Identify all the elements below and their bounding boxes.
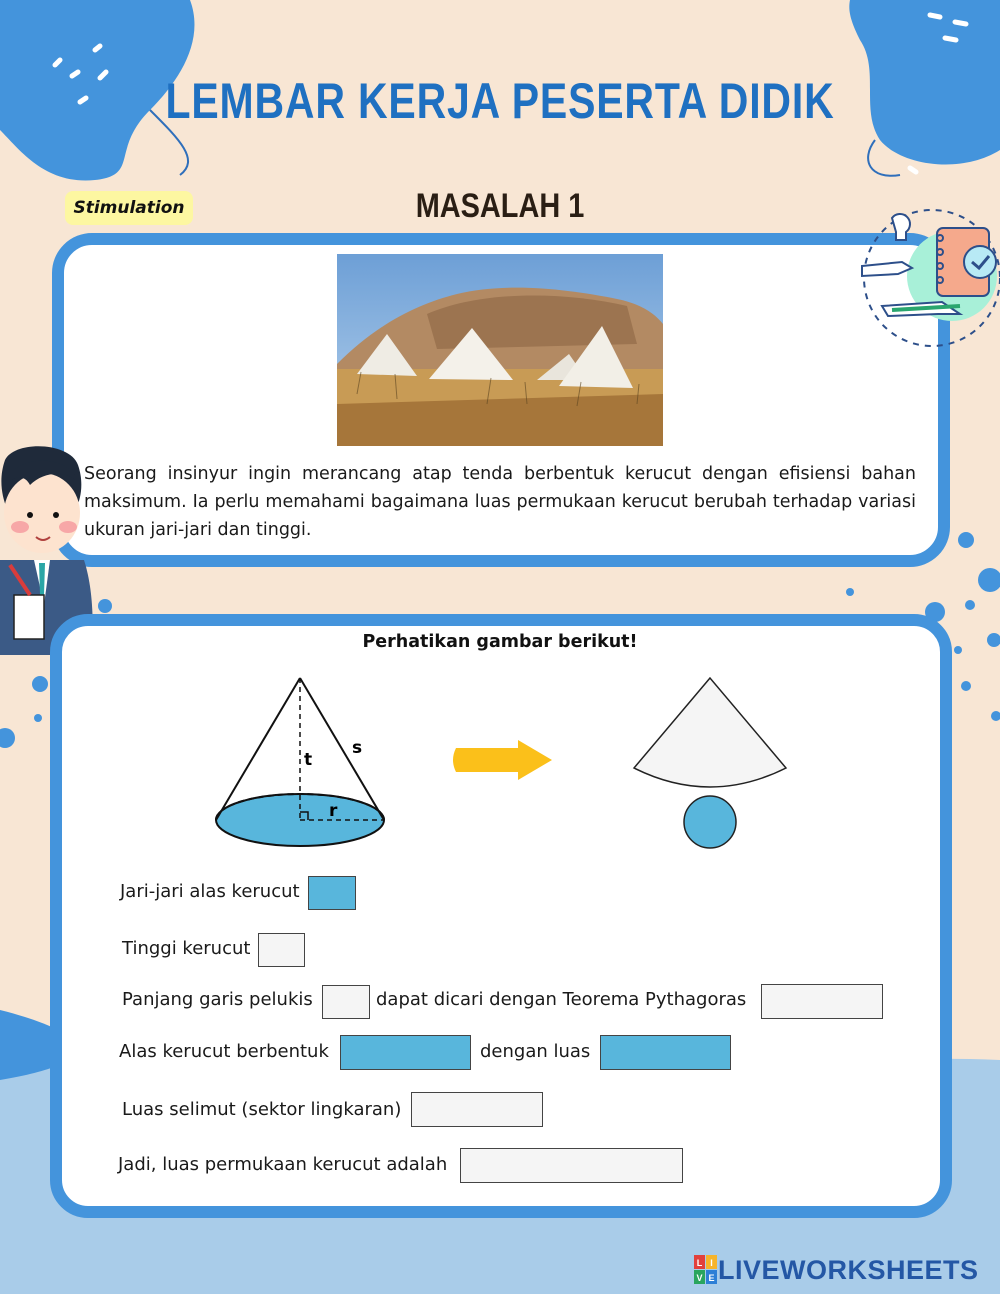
q4-area-box[interactable] (600, 1035, 731, 1070)
figure-instruction: Perhatikan gambar berikut! (362, 632, 638, 652)
stage-badge: Stimulation (65, 191, 193, 225)
label-s: s (352, 738, 363, 758)
q4-label-continued: dengan luas (480, 1041, 591, 1062)
q3-formula-box[interactable] (761, 984, 883, 1019)
q2-answer-box[interactable] (258, 933, 305, 967)
logo-letter-4: E (708, 1273, 715, 1283)
q5-label: Luas selimut (sektor lingkaran) (122, 1099, 402, 1120)
arrow-right-icon (450, 738, 554, 782)
q3-label: Panjang garis pelukis (122, 989, 313, 1010)
q4-label: Alas kerucut berbentuk (119, 1041, 329, 1062)
tent-photo (337, 254, 663, 446)
problem-title: MASALAH 1 (415, 187, 585, 225)
q1-label: Jari-jari alas kerucut (120, 881, 300, 902)
q6-label: Jadi, luas permukaan kerucut adalah (118, 1154, 448, 1175)
footer-brand[interactable] (694, 1252, 979, 1288)
q5-answer-box[interactable] (411, 1092, 543, 1127)
page-title: LEMBAR KERJA PESERTA DIDIK (165, 73, 835, 129)
cone-figure (205, 670, 400, 855)
logo-letter-1: L (696, 1258, 703, 1268)
logo-letter-3: V (696, 1273, 703, 1283)
cone-net-figure (628, 672, 792, 852)
q3-label-continued: dapat dicari dengan Teorema Pythagoras (376, 989, 747, 1010)
q2-label: Tinggi kerucut (122, 938, 251, 959)
liveworksheets-logo-icon (694, 1255, 718, 1285)
exercise-card (50, 614, 952, 1218)
label-r: r (329, 801, 338, 821)
q6-answer-box[interactable] (460, 1148, 683, 1183)
problem-text: Seorang insinyur ingin merancang atap tenda berbentuk kerucut dengan efisiensi bahan maksimum. Ia perlu memahami bagaimana luas permukaan kerucut berubah terhadap variasi ukuran jari-jari dan tinggi. (84, 464, 916, 540)
q3-answer-box[interactable] (322, 985, 370, 1019)
footer-brand-text: LIVEWORKSHEETS (718, 1254, 979, 1285)
q4-shape-box[interactable] (340, 1035, 471, 1070)
label-t: t (304, 750, 313, 770)
q1-answer-box[interactable] (308, 876, 356, 910)
logo-letter-2: I (710, 1258, 713, 1268)
checklist-icon (852, 206, 1000, 354)
